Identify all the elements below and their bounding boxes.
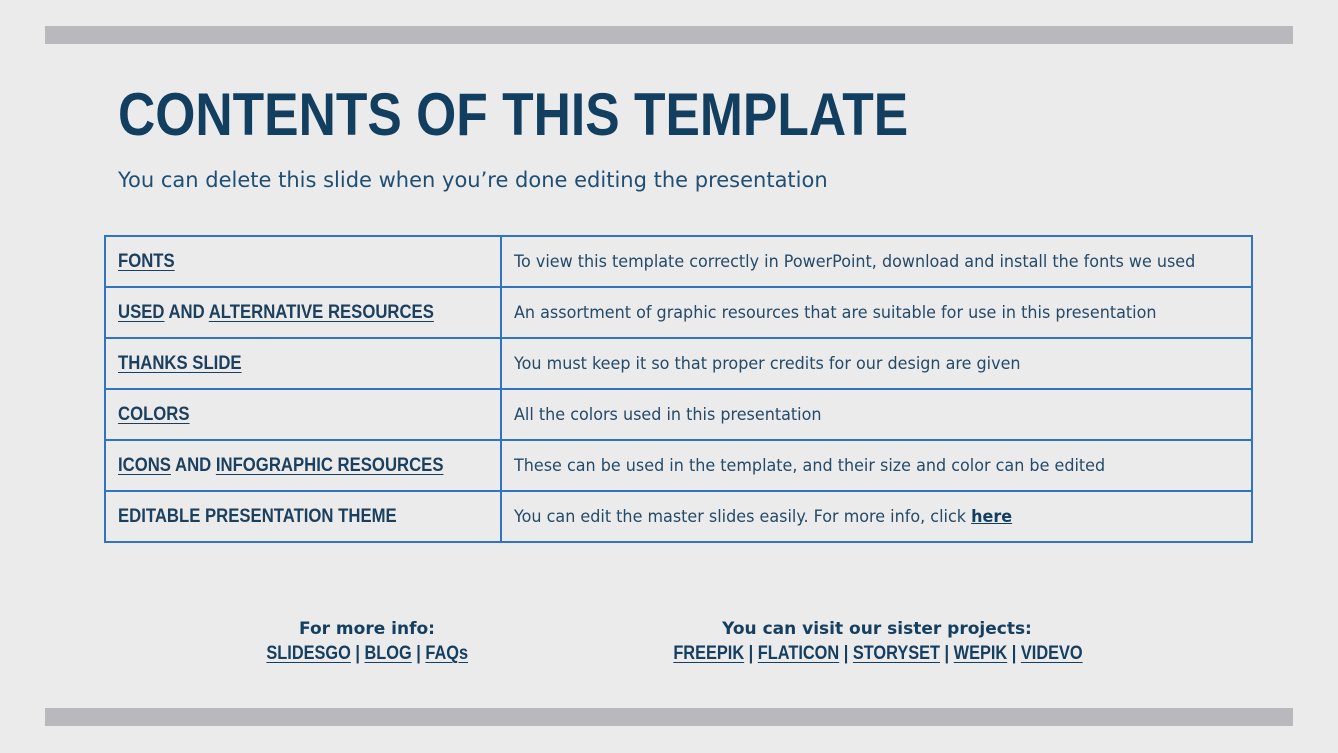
row-title-cell bbox=[105, 440, 501, 491]
row-title bbox=[118, 455, 443, 477]
link-separator: | bbox=[411, 643, 426, 664]
row-title-link[interactable]: ICONS bbox=[118, 454, 171, 476]
row-title-link[interactable]: INFOGRAPHIC RESOURCES bbox=[215, 454, 444, 476]
footer-link-wepik[interactable]: WEPIK bbox=[953, 643, 1008, 664]
row-title bbox=[118, 404, 190, 426]
row-title bbox=[118, 302, 434, 324]
row-title bbox=[118, 251, 175, 273]
row-title-text: AND bbox=[164, 301, 209, 323]
row-title bbox=[118, 506, 397, 528]
row-description bbox=[514, 405, 821, 425]
row-title-cell bbox=[105, 491, 501, 542]
footer-link-freepik[interactable]: FREEPIK bbox=[673, 643, 745, 664]
row-title-cell bbox=[105, 287, 501, 338]
more-info-links bbox=[266, 641, 468, 667]
link-separator: | bbox=[1007, 643, 1021, 664]
row-description bbox=[514, 303, 1157, 323]
footer-link-blog[interactable]: BLOG bbox=[364, 643, 412, 664]
contents-table bbox=[104, 235, 1253, 543]
footer-link-faqs[interactable]: FAQs bbox=[425, 643, 468, 664]
row-title-text: AND bbox=[170, 454, 216, 476]
table-row bbox=[105, 338, 1252, 389]
sister-projects-links bbox=[673, 641, 1082, 667]
top-decorative-bar bbox=[45, 26, 1293, 44]
row-title-cell bbox=[105, 236, 501, 287]
row-description bbox=[514, 456, 1105, 476]
link-separator: | bbox=[839, 643, 853, 664]
row-description-cell bbox=[501, 338, 1252, 389]
row-description-text: All the colors used in this presentation bbox=[513, 404, 822, 425]
row-description-text: You must keep it so that proper credits for our design are given bbox=[513, 353, 1021, 374]
table-row bbox=[105, 389, 1252, 440]
row-description-cell bbox=[501, 287, 1252, 338]
row-description-text: An assortment of graphic resources that are suitable for use in this presentation bbox=[513, 302, 1157, 323]
table-row bbox=[105, 491, 1252, 542]
row-description-cell bbox=[501, 389, 1252, 440]
more-info-section bbox=[236, 617, 498, 667]
row-title-text: EDITABLE PRESENTATION THEME bbox=[118, 505, 397, 527]
footer-link-slidesgo[interactable]: SLIDESGO bbox=[266, 643, 351, 664]
footer-link-flaticon[interactable]: FLATICON bbox=[757, 643, 840, 664]
row-title-link[interactable]: ALTERNATIVE RESOURCES bbox=[208, 301, 434, 323]
row-title bbox=[118, 353, 242, 375]
footer-link-storyset[interactable]: STORYSET bbox=[852, 643, 941, 664]
row-description bbox=[514, 252, 1195, 272]
table-row bbox=[105, 287, 1252, 338]
sister-projects-heading: You can visit our sister projects: bbox=[722, 619, 1032, 639]
row-title-link[interactable]: FONTS bbox=[118, 250, 175, 272]
link-separator: | bbox=[744, 643, 758, 664]
page-subtitle: You can delete this slide when you’re done editing the presentation bbox=[118, 168, 828, 192]
table-row bbox=[105, 236, 1252, 287]
row-description-text: To view this template correctly in PowerPoint, download and install the fonts we used bbox=[513, 251, 1196, 272]
here-link[interactable]: here bbox=[970, 506, 1012, 527]
footer-link-videvo[interactable]: VIDEVO bbox=[1020, 643, 1083, 664]
row-title-cell bbox=[105, 338, 501, 389]
row-title-link[interactable]: COLORS bbox=[118, 403, 190, 425]
row-description-text: These can be used in the template, and their size and color can be edited bbox=[513, 455, 1106, 476]
link-separator: | bbox=[350, 643, 365, 664]
row-description bbox=[514, 507, 1012, 527]
row-description-cell bbox=[501, 236, 1252, 287]
row-title-link[interactable]: USED bbox=[118, 301, 165, 323]
row-title-cell bbox=[105, 389, 501, 440]
row-description bbox=[514, 354, 1021, 374]
sister-projects-section bbox=[640, 617, 1114, 667]
row-description-cell bbox=[501, 491, 1252, 542]
row-description-text: You can edit the master slides easily. For more info, click bbox=[513, 506, 971, 527]
table-row bbox=[105, 440, 1252, 491]
row-description-cell bbox=[501, 440, 1252, 491]
more-info-heading: For more info: bbox=[299, 619, 435, 639]
page-title: CONTENTS OF THIS TEMPLATE bbox=[118, 81, 909, 148]
link-separator: | bbox=[940, 643, 954, 664]
row-title-link[interactable]: THANKS SLIDE bbox=[118, 352, 242, 374]
bottom-decorative-bar bbox=[45, 708, 1293, 726]
